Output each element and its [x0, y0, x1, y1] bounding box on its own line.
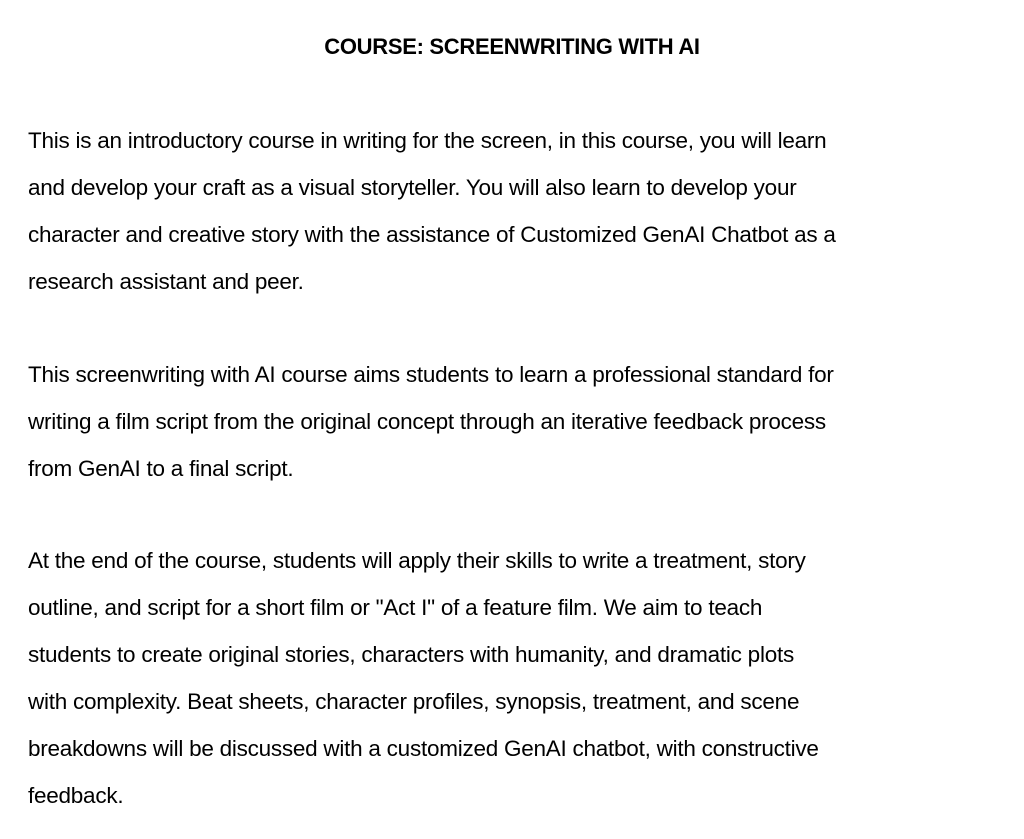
- text-line: students to create original stories, characters with humanity, and dramatic plots: [28, 642, 794, 667]
- text-line: feedback.: [28, 783, 124, 808]
- course-title: COURSE: SCREENWRITING WITH AI: [324, 34, 700, 59]
- text-line: and develop your craft as a visual storyteller. You will also learn to develop your: [28, 175, 797, 200]
- text-line: with complexity. Beat sheets, character profiles, synopsis, treatment, and scene: [28, 689, 800, 714]
- text-line: writing a film script from the original concept through an iterative feedback process: [28, 409, 826, 434]
- text-line: At the end of the course, students will apply their skills to write a treatment, story: [28, 548, 806, 573]
- text-line: breakdowns will be discussed with a customized GenAI chatbot, with constructive: [28, 736, 819, 761]
- text-line: This is an introductory course in writing for the screen, in this course, you will learn: [28, 128, 827, 153]
- text-line: character and creative story with the assistance of Customized GenAI Chatbot as a: [28, 222, 836, 247]
- paragraph-outcomes: [28, 537, 1008, 819]
- text-line: This screenwriting with AI course aims students to learn a professional standard for: [28, 362, 834, 387]
- text-line: from GenAI to a final script.: [28, 456, 294, 481]
- paragraph-aims: [28, 351, 1008, 492]
- text-line: outline, and script for a short film or "Act I" of a feature film. We aim to teach: [28, 595, 763, 620]
- text-line: research assistant and peer.: [28, 269, 304, 294]
- paragraph-introduction: [28, 117, 1008, 305]
